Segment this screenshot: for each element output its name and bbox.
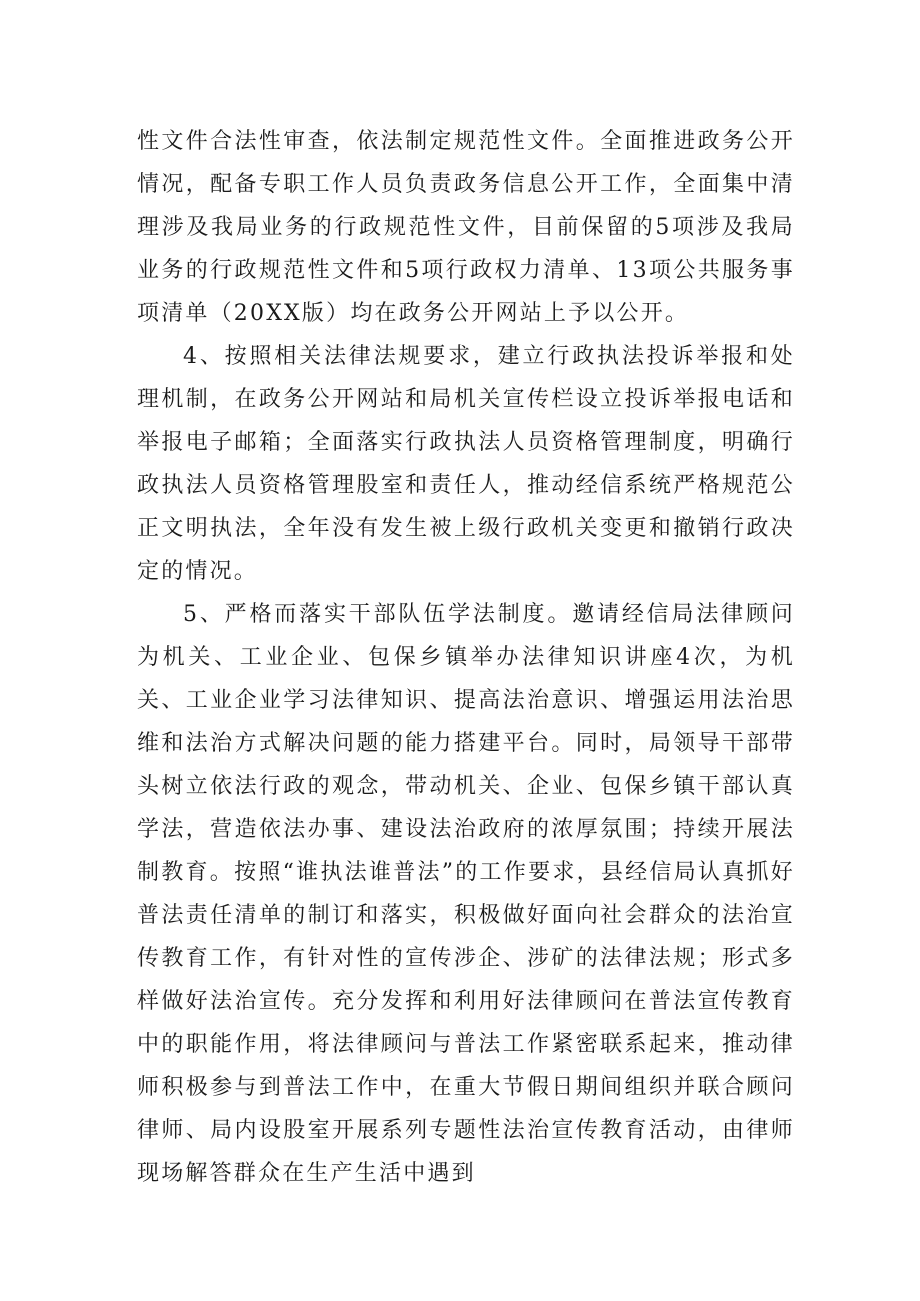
paragraph-3: 5、严格而落实干部队伍学法制度。邀请经信局法律顾问为机关、工业企业、包保乡镇举办法律知识讲座4次，为机关、工业企业学习法律知识、提高法治意识、增强运用法治思维和法治方式解决问题的能力搭建平台。同时，局领导干部带头树立依法行政的观念，带动机关、企业、包保乡镇干部认真学法，营造依法办事、建设法治政府的浓厚氛围；持续开展法制教育。按照“谁执法谁普法”的工作要求，县经信局认真抓好普法责任清单的制订和落实，积极做好面向社会群众的法治宣传教育工作，有针对性的宣传涉企、涉矿的法律法规；形式多样做好法治宣传。充分发挥和利用好法律顾问在普法宣传教育中的职能作用，将法律顾问与普法工作紧密联系起来，推动律师积极参与到普法工作中，在重大节假日期间组织并联合顾问律师、局内设股室开展系列专题性法治宣传教育活动，由律师现场解答群众在生产生活中遇到 bbox=[137, 602, 795, 1186]
paragraph-2: 4、按照相关法律法规要求，建立行政执法投诉举报和处理机制，在政务公开网站和局机关宣传栏设立投诉举报电话和举报电子邮箱；全面落实行政执法人员资格管理制度，明确行政执法人员资格管理股室和责任人，推动经信系统严格规范公正文明执法，全年没有发生被上级行政机关变更和撤销行政决定的情况。 bbox=[137, 344, 795, 584]
paragraph-1: 性文件合法性审查，依法制定规范性文件。全面推进政务公开情况，配备专职工作人员负责政务信息公开工作，全面集中清理涉及我局业务的行政规范性文件，目前保留的5项涉及我局业务的行政规范性文件和5项行政权力清单、13项公共服务事项清单（20XX版）均在政务公开网站上予以公开。 bbox=[137, 129, 795, 326]
document-body bbox=[137, 120, 795, 1195]
